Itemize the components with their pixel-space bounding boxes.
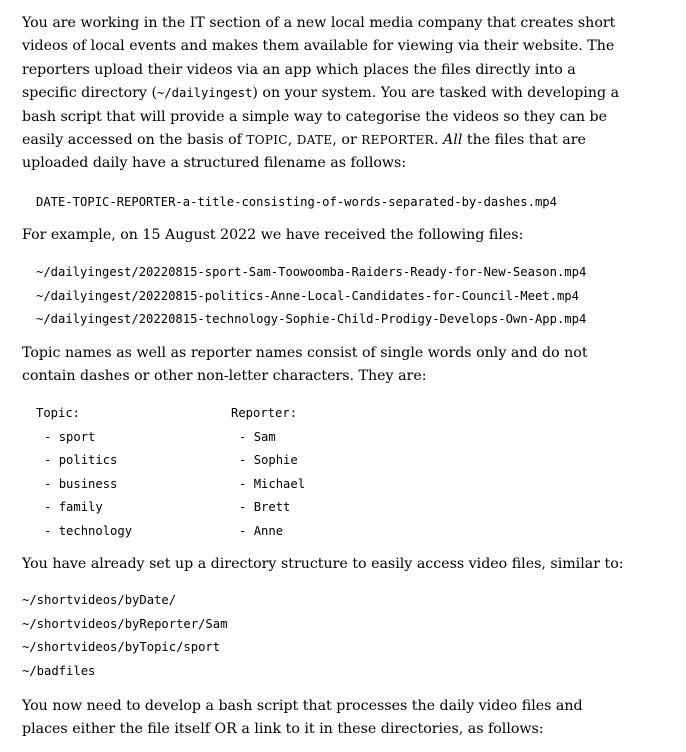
reporter-list	[231, 402, 305, 543]
directory-path: ~/shortvideos/byDate/	[22, 593, 177, 607]
directory-path: ~/shortvideos/byReporter/Sam	[22, 616, 228, 631]
topic-item: - business	[36, 473, 132, 497]
topic-item: - technology	[36, 520, 132, 544]
intro-text-3: .	[434, 132, 444, 149]
keyword-date: DATE	[296, 133, 333, 148]
intro-text-1: You are working in the IT section of a new local media company that creates short videos of local events and makes them available for viewing via their website. The reporters upload their videos via an app which places the files directly into a specific directory (	[22, 15, 616, 102]
directory-list	[22, 589, 227, 683]
reporter-heading: Reporter:	[231, 406, 298, 420]
topic-item: - family	[36, 496, 132, 520]
final-paragraph: You now need to develop a bash script that processes the daily video files and places either the file itself OR a link to it in these directories, as follows:	[22, 698, 583, 738]
intro-text-2: ) on your system. You are tasked with developing a bash script that will provide a simple way to categorise the videos so they can be easily accessed on the basis of	[22, 85, 620, 149]
directory-path: ~/badfiles	[22, 663, 96, 678]
example-file: ~/dailyingest/20220815-politics-Anne-Local-Candidates-for-Council-Meet.mp4	[36, 288, 579, 303]
filename-format: DATE-TOPIC-REPORTER-a-title-consisting-of-words-separated-by-dashes.mp4	[36, 195, 557, 209]
intro-sep-1: ,	[287, 132, 297, 149]
keyword-reporter: REPORTER	[361, 133, 434, 148]
directory-path: ~/shortvideos/byTopic/sport	[22, 640, 221, 654]
names-paragraph: Topic names as well as reporter names consist of single words only and do not contain dashes or other non-letter characters. They are:	[22, 345, 588, 385]
reporter-item: - Anne	[231, 520, 305, 544]
emphasis-all: All	[443, 132, 463, 149]
keyword-topic: TOPIC	[246, 133, 288, 148]
topic-heading: Topic:	[36, 406, 81, 420]
names-lists	[22, 402, 622, 552]
topic-item: - sport	[36, 426, 132, 450]
reporter-item: - Sam	[231, 426, 305, 450]
ingest-dir-ref: ~/dailyingest	[157, 86, 253, 101]
reporter-item: - Michael	[231, 473, 305, 497]
directory-paragraph: You have already set up a directory structure to easily access video files, similar to:	[22, 556, 624, 572]
example-file-list	[22, 261, 586, 332]
topic-item: - politics	[36, 449, 132, 473]
intro-paragraph	[22, 12, 632, 176]
reporter-item: - Sophie	[231, 449, 305, 473]
example-file: ~/dailyingest/20220815-sport-Sam-Toowoomba-Raiders-Ready-for-New-Season.mp4	[36, 265, 587, 279]
intro-sep-2: , or	[332, 132, 362, 149]
intro-text-4: the files that are uploaded daily have a structured filename as follows:	[22, 132, 586, 172]
example-file: ~/dailyingest/20220815-technology-Sophie-Child-Prodigy-Develops-Own-App.mp4	[36, 312, 587, 326]
example-intro: For example, on 15 August 2022 we have received the following files:	[22, 227, 524, 243]
topic-list	[36, 402, 132, 543]
reporter-item: - Brett	[231, 496, 305, 520]
